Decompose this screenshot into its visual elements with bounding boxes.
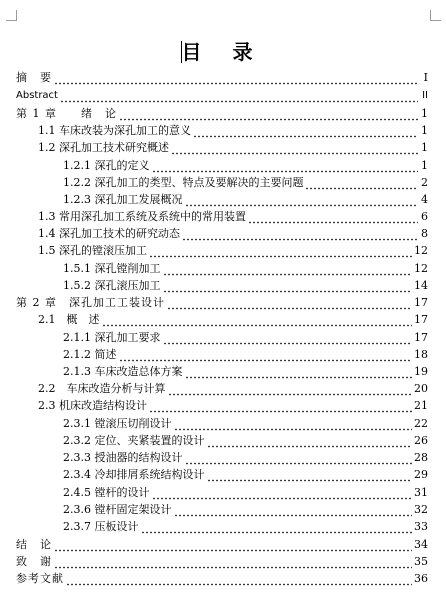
toc-entry-page: 17 [414,296,428,309]
toc-entry-label: 1.3 常用深孔加工系统及系统中的常用装置 [38,210,246,223]
leader-dots [66,571,412,586]
toc-entry[interactable] [38,396,428,413]
toc-entry-label: 1.5.1 深孔镗削加工 [63,262,161,275]
leader-dots [152,158,419,173]
toc-entry-label: 1.5.2 深孔滚压加工 [63,279,161,292]
toc-entry-page: II [422,90,428,101]
toc-entry[interactable] [63,156,428,173]
toc-entry-label: 第 1 章 绪 论 [16,107,117,120]
toc-entry-page: 14 [414,279,428,292]
toc-entry[interactable] [63,431,428,448]
toc-entry-label: 1.2.3 深孔加工发展概况 [63,193,183,206]
leader-dots [207,467,413,482]
toc-entry-page: 4 [421,193,428,206]
toc-entry[interactable] [38,379,428,396]
leader-dots [141,519,413,534]
toc-entry-page: 1 [421,141,428,154]
toc-entry-page: 12 [414,244,428,257]
leader-dots [163,261,413,276]
toc-entry[interactable] [63,328,428,345]
leader-dots [119,106,418,121]
toc-entry-page: 21 [414,399,428,412]
toc-entry[interactable] [63,414,428,431]
leader-dots [54,70,418,85]
leader-dots [149,243,412,258]
toc-entry-label: 1.2.1 深孔的定义 [63,159,150,172]
toc-entry-page: 2 [421,176,428,189]
leader-dots [185,450,413,465]
toc-entry-page: 33 [414,520,428,533]
toc-entry[interactable] [38,224,428,241]
leader-dots [102,312,413,327]
toc-entry[interactable] [63,345,428,362]
leader-dots [171,140,418,155]
toc-entry-page: 6 [421,210,428,223]
toc-entry[interactable] [16,569,428,586]
toc-entry-page: 8 [421,227,428,240]
leader-dots [185,364,413,379]
leader-dots [168,381,413,396]
toc-entry-page: 32 [414,503,428,516]
toc-entry-page: 1 [421,124,428,137]
leader-dots [119,347,413,362]
toc-entry-label: 2.3.7 压板设计 [63,520,139,533]
toc-entry-page: 26 [414,434,428,447]
toc-entry-page: 36 [414,572,428,585]
toc-entry[interactable] [16,68,428,85]
leader-dots [60,88,418,103]
toc-entry[interactable] [63,448,428,465]
toc-entry-page: 35 [414,555,428,568]
toc-entry-page: 20 [414,382,428,395]
toc-entry-page: 28 [414,451,428,464]
toc-entry[interactable] [63,500,428,517]
toc-entry-page: 29 [414,468,428,481]
toc-entry[interactable] [63,276,428,293]
leader-dots [167,295,412,310]
toc-entry-label: 第 2 章 深孔加工工装设计 [16,296,165,309]
toc-entry-label: 1.4 深孔加工技术的研究动态 [38,227,180,240]
toc-entry[interactable] [16,86,428,103]
toc-entry-label: 参考文献 [16,572,64,585]
toc-entry[interactable] [63,517,428,534]
leader-dots [305,175,418,190]
toc-entry-label: Abstract [16,90,58,101]
toc-entry-label: 1.5 深孔的镗滚压加工 [38,244,147,257]
toc-entry-label: 结 论 [16,538,52,551]
toc-entry-label: 致 谢 [16,555,52,568]
toc-entry[interactable] [63,465,428,482]
toc-entry[interactable] [16,535,428,552]
toc-entry-label: 2.4.5 镗杆的设计 [63,486,150,499]
toc-entry[interactable] [63,173,428,190]
leader-dots [207,433,413,448]
toc-entry-page: 17 [414,331,428,344]
toc-entry[interactable] [38,121,428,138]
toc-entry-page: 18 [414,348,428,361]
toc-entry-page: 22 [414,417,428,430]
leader-dots [248,209,418,224]
toc-entry-page: 31 [414,486,428,499]
leader-dots [193,123,418,138]
toc-entry-page: 17 [414,313,428,326]
leader-dots [174,502,413,517]
toc-entry[interactable] [63,362,428,379]
toc-entry-label: 2.1.1 深孔加工要求 [63,331,161,344]
toc-entry-page: 12 [414,262,428,275]
toc-entry[interactable] [16,104,428,121]
toc-entry-page: 1 [421,107,428,120]
leader-dots [149,398,412,413]
leader-dots [163,330,413,345]
leader-dots [54,554,412,569]
toc-entry[interactable] [16,552,428,569]
toc-entry-label: 2.1 概 述 [38,313,100,326]
leader-dots [182,226,418,241]
toc-entry-page: 19 [414,365,428,378]
toc-entry-label: 2.3.4 冷却排屑系统结构设计 [63,468,205,481]
toc-entry-label: 2.3.3 授油器的结构设计 [63,451,183,464]
toc-entry-page: 1 [421,159,428,172]
toc-entry-label: 1.2.2 深孔加工的类型、特点及要解决的主要问题 [63,176,304,189]
toc-entry[interactable] [38,207,428,224]
leader-dots [152,485,413,500]
toc-entry[interactable] [63,259,428,276]
toc-entry-page: I [423,71,428,84]
toc-entry[interactable] [16,293,428,310]
toc-entry[interactable] [63,190,428,207]
toc-entry-label: 2.3.6 镗杆固定架设计 [63,503,172,516]
toc-entry-label: 2.3.1 镗滚压切削设计 [63,417,172,430]
toc-entry[interactable] [38,241,428,258]
toc-entry-label: 2.3 机床改造结构设计 [38,399,147,412]
toc-entry-label: 2.1.2 简述 [63,348,117,361]
toc-entry-label: 2.2 车床改造分析与计算 [38,382,166,395]
toc-entry-label: 2.1.3 车床改造总体方案 [63,365,183,378]
toc-entry[interactable] [38,310,428,327]
leader-dots [185,192,419,207]
toc-entry[interactable] [63,483,428,500]
toc-entry[interactable] [38,138,428,155]
toc-entry-label: 2.3.2 定位、夹紧装置的设计 [63,434,205,447]
leader-dots [54,537,412,552]
leader-dots [163,278,413,293]
toc-entry-label: 1.2 深孔加工技术研究概述 [38,141,169,154]
leader-dots [174,416,413,431]
toc-entry-page: 34 [414,538,428,551]
page-title: 目 录 [181,40,265,64]
toc-entry-label: 1.1 车床改装为深孔加工的意义 [38,124,191,137]
toc-entry-label: 摘 要 [16,71,52,84]
